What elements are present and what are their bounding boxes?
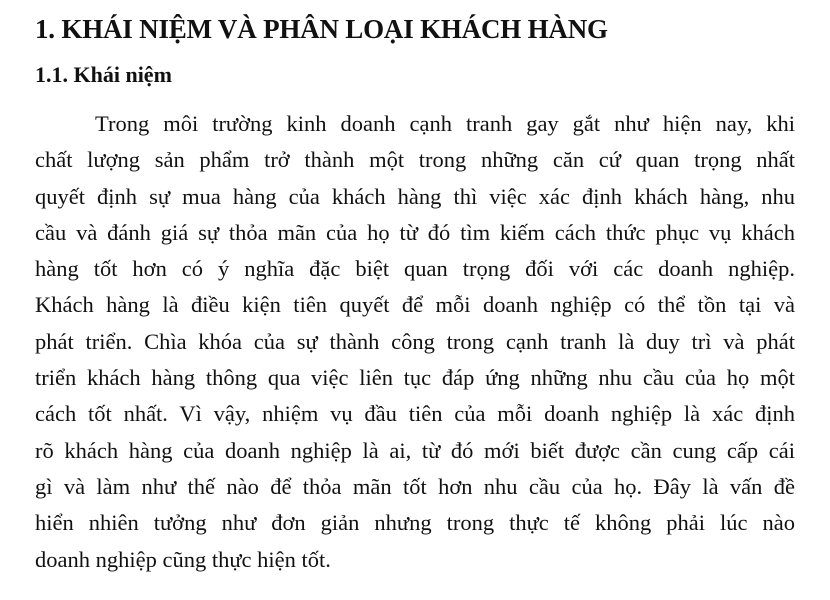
paragraph-line: triển khách hàng thông qua việc liên tục đáp ứng những nhu cầu của họ một [35, 365, 795, 391]
paragraph-line: phát triển. Chìa khóa của sự thành công trong cạnh tranh là duy trì và phát [35, 328, 795, 354]
paragraph-line: rõ khách hàng của doanh nghiệp là ai, từ đó mới biết được cần cung cấp cái [35, 437, 795, 463]
paragraph-line: Trong môi trường kinh doanh cạnh tranh gay gắt như hiện nay, khi [95, 111, 795, 136]
body-paragraph [35, 106, 795, 578]
subsection-heading: 1.1. Khái niệm [35, 62, 172, 87]
paragraph-line: doanh nghiệp cũng thực hiện tốt. [35, 546, 331, 572]
paragraph-line: cách tốt nhất. Vì vậy, nhiệm vụ đầu tiên của mỗi doanh nghiệp là xác định [35, 401, 795, 427]
paragraph-line: gì và làm như thế nào để thỏa mãn tốt hơn nhu cầu của họ. Đây là vấn đề [35, 473, 795, 499]
section-heading: 1. KHÁI NIỆM VÀ PHÂN LOẠI KHÁCH HÀNG [35, 14, 608, 44]
paragraph-line: hiển nhiên tưởng như đơn giản nhưng trong thực tế không phải lúc nào [35, 510, 795, 536]
paragraph-line: quyết định sự mua hàng của khách hàng thì việc xác định khách hàng, nhu [35, 183, 795, 209]
paragraph-line: hàng tốt hơn có ý nghĩa đặc biệt quan trọng đối với các doanh nghiệp. [35, 256, 795, 282]
paragraph-line: chất lượng sản phẩm trở thành một trong những căn cứ quan trọng nhất [35, 147, 795, 173]
paragraph-line: cầu và đánh giá sự thỏa mãn của họ từ đó tìm kiếm cách thức phục vụ khách [35, 219, 795, 245]
paragraph-line: Khách hàng là điều kiện tiên quyết để mỗi doanh nghiệp có thể tồn tại và [35, 292, 795, 318]
